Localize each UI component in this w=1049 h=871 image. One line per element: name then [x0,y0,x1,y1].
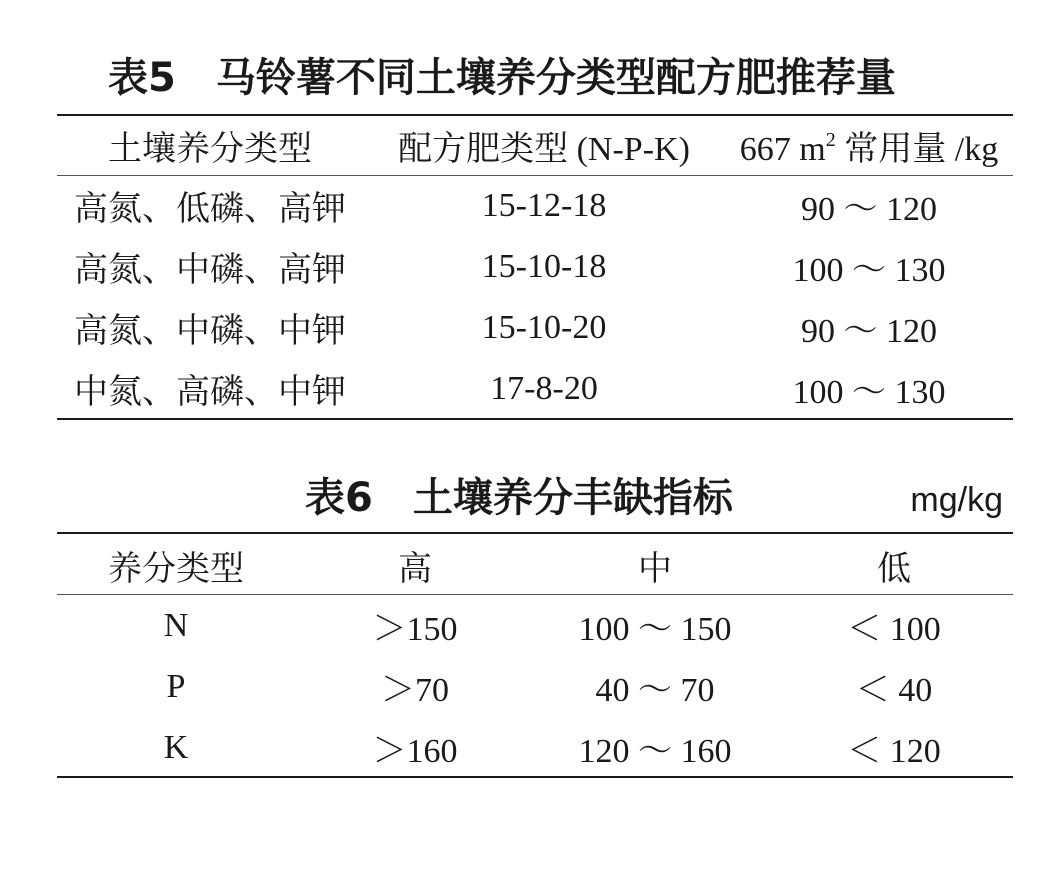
table6-top-rule [57,532,1013,534]
table6-medium-cell: 40 ～ 70 [595,672,715,709]
table6-nutrient-cell: N [163,606,189,644]
table5-title: 表5 马铃薯不同土壤养分类型配方肥推荐量 [108,55,896,101]
table6-header-nutrient-type: 养分类型 [108,550,244,588]
table6-medium-cell: 100 ～ 150 [578,611,732,648]
table-row [57,595,1013,656]
table5-header-amount-suffix: 常用量 /kg [835,130,999,168]
table5-soil-cell: 中氮、高磷、中钾 [74,374,346,411]
table5-soil-cell: 高氮、中磷、高钾 [74,252,346,289]
table5-amount-cell: 100 ～ 130 [792,374,946,411]
table6-title: 表6 土壤养分丰缺指标 [305,475,733,521]
table-row [57,175,1013,236]
table6-high-cell: ＞150 [372,611,458,648]
table6-medium-cell: 120 ～ 160 [578,733,732,770]
table-row [57,297,1013,358]
table5-formula-cell: 15-10-20 [481,308,607,346]
table6-low-cell: ＜ 100 [847,611,941,648]
table6-unit: mg/kg [910,481,1003,519]
table-row [57,717,1013,778]
table5-header-formula-type: 配方肥类型 (N-P-K) [398,130,690,168]
table5-header-soil-type: 土壤养分类型 [108,130,312,168]
table5-amount-cell: 90 ～ 120 [801,191,937,228]
table6-nutrient-cell: K [163,728,189,766]
table5-soil-cell: 高氮、低磷、高钾 [74,191,346,228]
table5-soil-cell: 高氮、中磷、中钾 [74,313,346,350]
table6-low-cell: ＜ 120 [847,733,941,770]
table6-header-row [57,535,1013,595]
table6-header-low: 低 [877,550,911,588]
table5-amount-cell: 100 ～ 130 [792,252,946,289]
table5-formula-cell: 15-10-18 [481,247,607,285]
table6-high-cell: ＞70 [381,672,449,709]
table-row [57,358,1013,419]
table6-header-high: 高 [398,550,432,588]
table5-header-amount-prefix: 667 m [739,130,826,168]
table6-nutrient-cell: P [166,667,186,705]
table5-formula-cell: 17-8-20 [490,369,598,407]
table6-header-medium: 中 [638,550,672,588]
table6-high-cell: ＞160 [372,733,458,770]
table6 [57,535,1013,778]
table6-low-cell: ＜ 40 [855,672,933,709]
table5-header-amount [725,115,1013,175]
table5 [57,115,1013,419]
table5-header-amount-sup: 2 [825,128,836,151]
table5-header-row [57,115,1013,175]
table5-amount-cell: 90 ～ 120 [801,313,937,350]
table5-formula-cell: 15-12-18 [481,186,607,224]
table-row [57,236,1013,297]
table-row [57,656,1013,717]
